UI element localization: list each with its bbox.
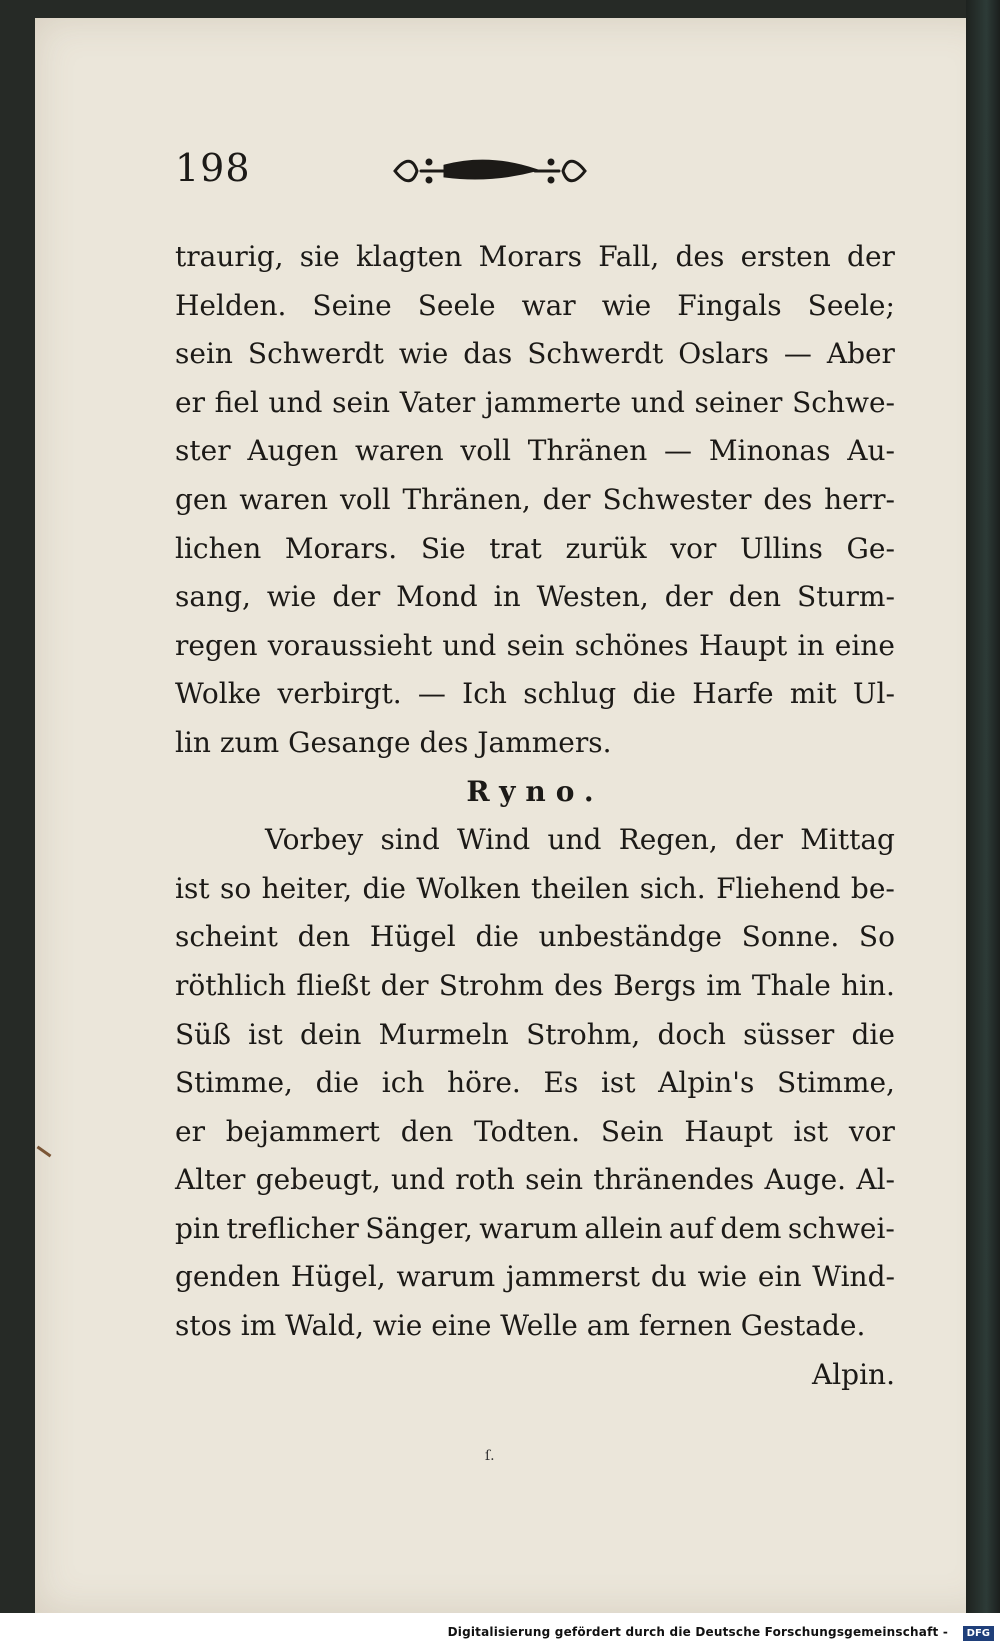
speaker-heading: Ryno. (466, 774, 604, 808)
text-line: genden Hügel, warum jammerst du wie ein Wind- (175, 1260, 895, 1294)
text-line: pin treflicher Sänger, warum allein auf dem schwei- (175, 1211, 895, 1245)
main-text (175, 233, 895, 1399)
text-line: ster Augen waren voll Thränen — Minonas Au- (175, 434, 895, 468)
book-page (35, 18, 995, 1613)
text-line: Vorbey sind Wind und Regen, der Mittag (265, 823, 895, 857)
text-line: er bejammert den Todten. Sein Haupt ist vor (175, 1114, 895, 1148)
text-line: stos im Wald, wie eine Welle am fernen Gestade. (175, 1309, 866, 1343)
text-line: Stimme, die ich höre. Es ist Alpin's Stimme, (175, 1066, 895, 1100)
text-line: Alter gebeugt, und roth sein thränendes Auge. Al- (175, 1163, 895, 1197)
text-line: sein Schwerdt wie das Schwerdt Oslars — Aber (175, 337, 895, 371)
text-line: traurig, sie klagten Morars Fall, des ersten der (175, 240, 895, 273)
text-line: regen voraussieht und sein schönes Haupt in eine (175, 628, 895, 662)
text-line: lichen Morars. Sie trat zurük vor Ullins Ge- (175, 531, 895, 565)
text-line: lin zum Gesange des Jammers. (175, 725, 612, 759)
footer-bar (0, 1613, 1000, 1651)
paragraph-2 (175, 816, 895, 1351)
header-ornament-icon (385, 148, 595, 194)
paragraph-1 (175, 233, 895, 768)
footer-credit: Digitalisierung gefördert durch die Deutsche Forschungsgemeinschaft - (447, 1625, 948, 1639)
page-number: 198 (175, 146, 251, 190)
text-line: er fiel und sein Vater jammerte und seiner Schwe- (175, 385, 895, 419)
catchword: Alpin. (812, 1357, 895, 1391)
text-line: gen waren voll Thränen, der Schwester des herr- (175, 482, 895, 516)
text-line: Wolke verbirgt. — Ich schlug die Harfe mit Ul- (175, 677, 895, 711)
text-line: sang, wie der Mond in Westen, der den Sturm- (175, 580, 895, 614)
text-line: röthlich fließt der Strohm des Bergs im Thale hin. (175, 968, 895, 1002)
text-line: scheint den Hügel die unbeständge Sonne. So (175, 920, 895, 954)
dfg-logo-icon: DFG (963, 1626, 994, 1641)
text-line: ist so heiter, die Wolken theilen sich. Fliehend be- (175, 871, 895, 905)
text-line: Helden. Seine Seele war wie Fingals Seele; (175, 288, 895, 322)
text-line: Süß ist dein Murmeln Strohm, doch süsser die (175, 1017, 895, 1051)
signature-mark: ſ. (485, 1448, 495, 1464)
book-gutter (966, 0, 1000, 1620)
